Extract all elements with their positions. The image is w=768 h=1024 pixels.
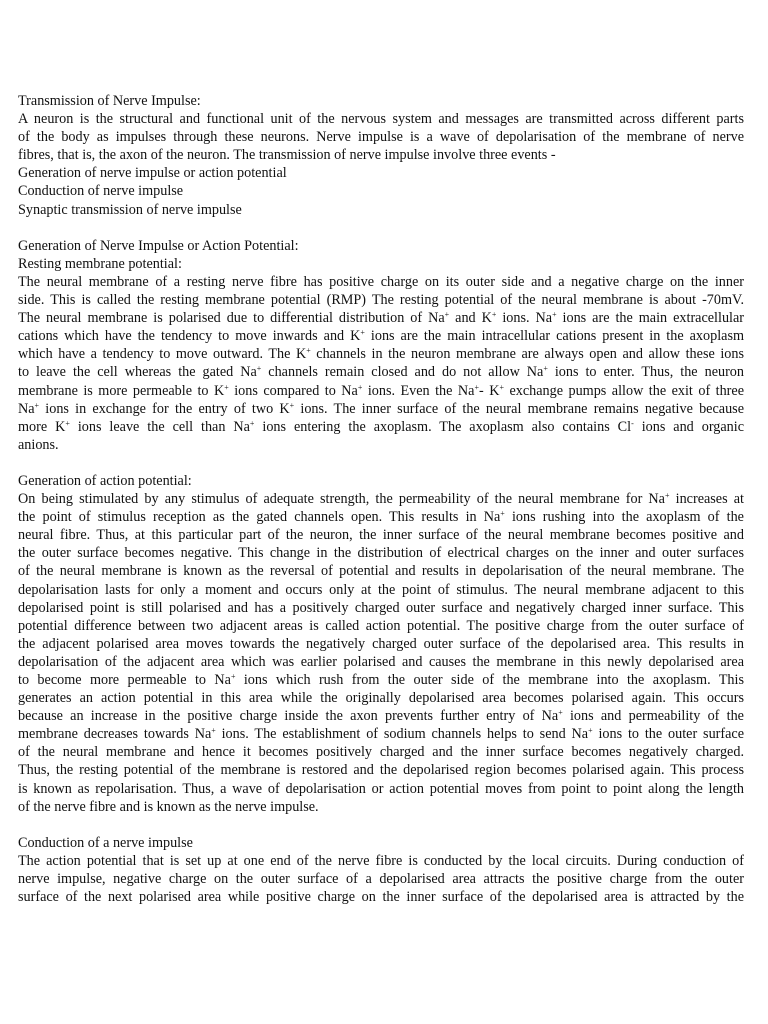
text-line: the point of stimulus reception as the gated channels open. This results in Na+ ions rushing into the axoplasm of the — [18, 509, 744, 526]
text-line: which have a tendency to move outward. The K+ channels in the neuron membrane are always open and allow these ions — [18, 346, 744, 363]
paragraph — [18, 110, 744, 164]
text-line: depolarised point is still polarised and has a positively charged outer surface and negatively charged inner surface. This — [18, 599, 744, 616]
text-line: On being stimulated by any stimulus of adequate strength, the permeability of the neural membrane for Na+ increases at — [18, 491, 745, 508]
text-line: cations which have the tendency to move inwards and K+ ions are the main intracellular cations present in the axoplasm — [18, 328, 744, 345]
text-line: The neural membrane is polarised due to differential distribution of Na+ and K+ ions. Na+ ions are the main extracellular — [18, 310, 745, 327]
list-item: Generation of nerve impulse or action potential — [18, 165, 287, 182]
text-line: is known as repolarisation. Thus, a wave of depolarisation or action potential moves from point to point along the length — [18, 780, 744, 797]
text-line: neural fibre. Thus, at this particular part of the neuron, the inner surface of the neural membrane becomes positive and — [18, 527, 744, 544]
text-line: of the neural membrane is known as the reversal of potential and results in depolarisation of the neural membrane. The — [18, 563, 744, 580]
text-line: A neuron is the structural and functional unit of the nervous system and messages are transmitted across different parts — [18, 111, 744, 128]
text-line: to leave the cell whereas the gated Na+ channels remain closed and do not allow Na+ ions to enter. Thus, the neuron — [18, 364, 744, 381]
text-line: because an increase in the positive charge inside the axon prevents further entry of Na+ ions and permeability of the — [18, 708, 744, 725]
text-line: anions. — [18, 436, 59, 453]
section-action-potential — [18, 472, 744, 816]
section-conduction — [18, 834, 744, 906]
text-line: membrane is more permeable to K+ ions compared to Na+ ions. Even the Na+- K+ exchange pumps allow the exit of three — [18, 382, 744, 399]
text-line: the adjacent polarised area moves towards the negatively charged outer surface of the depolarised area. This results in — [18, 635, 744, 652]
section-transmission — [18, 92, 744, 219]
text-line: depolarisation of the adjacent area which was earlier polarised and causes the membrane in this newly depolarised area — [18, 653, 744, 670]
text-line: generates an action potential in this area while the originally depolarised area becomes polarised again. This occurs — [18, 690, 744, 707]
subheading: Resting membrane potential: — [18, 255, 182, 272]
text-line: Na+ ions in exchange for the entry of two K+ ions. The inner surface of the neural membrane remains negative because — [18, 400, 744, 417]
paragraph — [18, 273, 744, 454]
section-heading: Conduction of a nerve impulse — [18, 834, 193, 851]
text-line: of the neural membrane and hence it becomes positively charged and the inner surface becomes negatively charged. — [18, 744, 744, 761]
text-line: of the body as impulses through these neurons. Nerve impulse is a wave of depolarisation of the membrane of nerve — [18, 129, 744, 146]
text-line: Thus, the resting potential of the membrane is restored and the depolarised region becomes polarised again. This process — [18, 762, 744, 779]
paragraph — [18, 490, 744, 816]
text-line: more K+ ions leave the cell than Na+ ions entering the axoplasm. The axoplasm also contains Cl- ions and organic — [18, 418, 745, 435]
text-line: surface of the next polarised area while positive charge on the inner surface of the depolarised area is attracted by the — [18, 889, 744, 906]
text-line: of the nerve fibre and is known as the nerve impulse. — [18, 798, 319, 815]
list-item: Conduction of nerve impulse — [18, 183, 184, 200]
text-line: nerve impulse, negative charge on the outer surface of a depolarised area attracts the positive charge from the outer — [18, 871, 744, 888]
text-line: potential difference between two adjacent areas is called action potential. The positive charge from the outer surface of — [18, 617, 744, 634]
text-line: The neural membrane of a resting nerve fibre has positive charge on its outer side and a negative charge on the inner — [18, 273, 744, 290]
section-heading: Transmission of Nerve Impulse: — [18, 93, 201, 109]
text-line: fibres, that is, the axon of the neuron. The transmission of nerve impulse involve three events - — [18, 147, 556, 164]
text-line: membrane decreases towards Na+ ions. The establishment of sodium channels helps to send Na+ ions to the outer surface — [18, 726, 745, 743]
section-heading: Generation of action potential: — [18, 472, 192, 489]
text-line: The action potential that is set up at one end of the nerve fibre is conducted by the local circuits. During conduction of — [18, 852, 744, 869]
section-heading: Generation of Nerve Impulse or Action Potential: — [18, 237, 299, 254]
text-line: the outer surface becomes negative. This change in the distribution of electrical charges on the inner and outer surfaces — [18, 545, 744, 562]
list-item: Synaptic transmission of nerve impulse — [18, 201, 242, 218]
section-generation — [18, 237, 744, 454]
paragraph — [18, 852, 744, 906]
text-line: depolarisation lasts for only a moment and occurs only at the point of stimulus. The neural membrane adjacent to this — [18, 581, 744, 598]
document-page — [18, 92, 744, 906]
text-line: side. This is called the resting membrane potential (RMP) The resting potential of the neural membrane is about -70mV. — [18, 292, 744, 309]
text-line: to become more permeable to Na+ ions which rush from the outer side of the membrane into the axoplasm. This — [18, 672, 744, 688]
